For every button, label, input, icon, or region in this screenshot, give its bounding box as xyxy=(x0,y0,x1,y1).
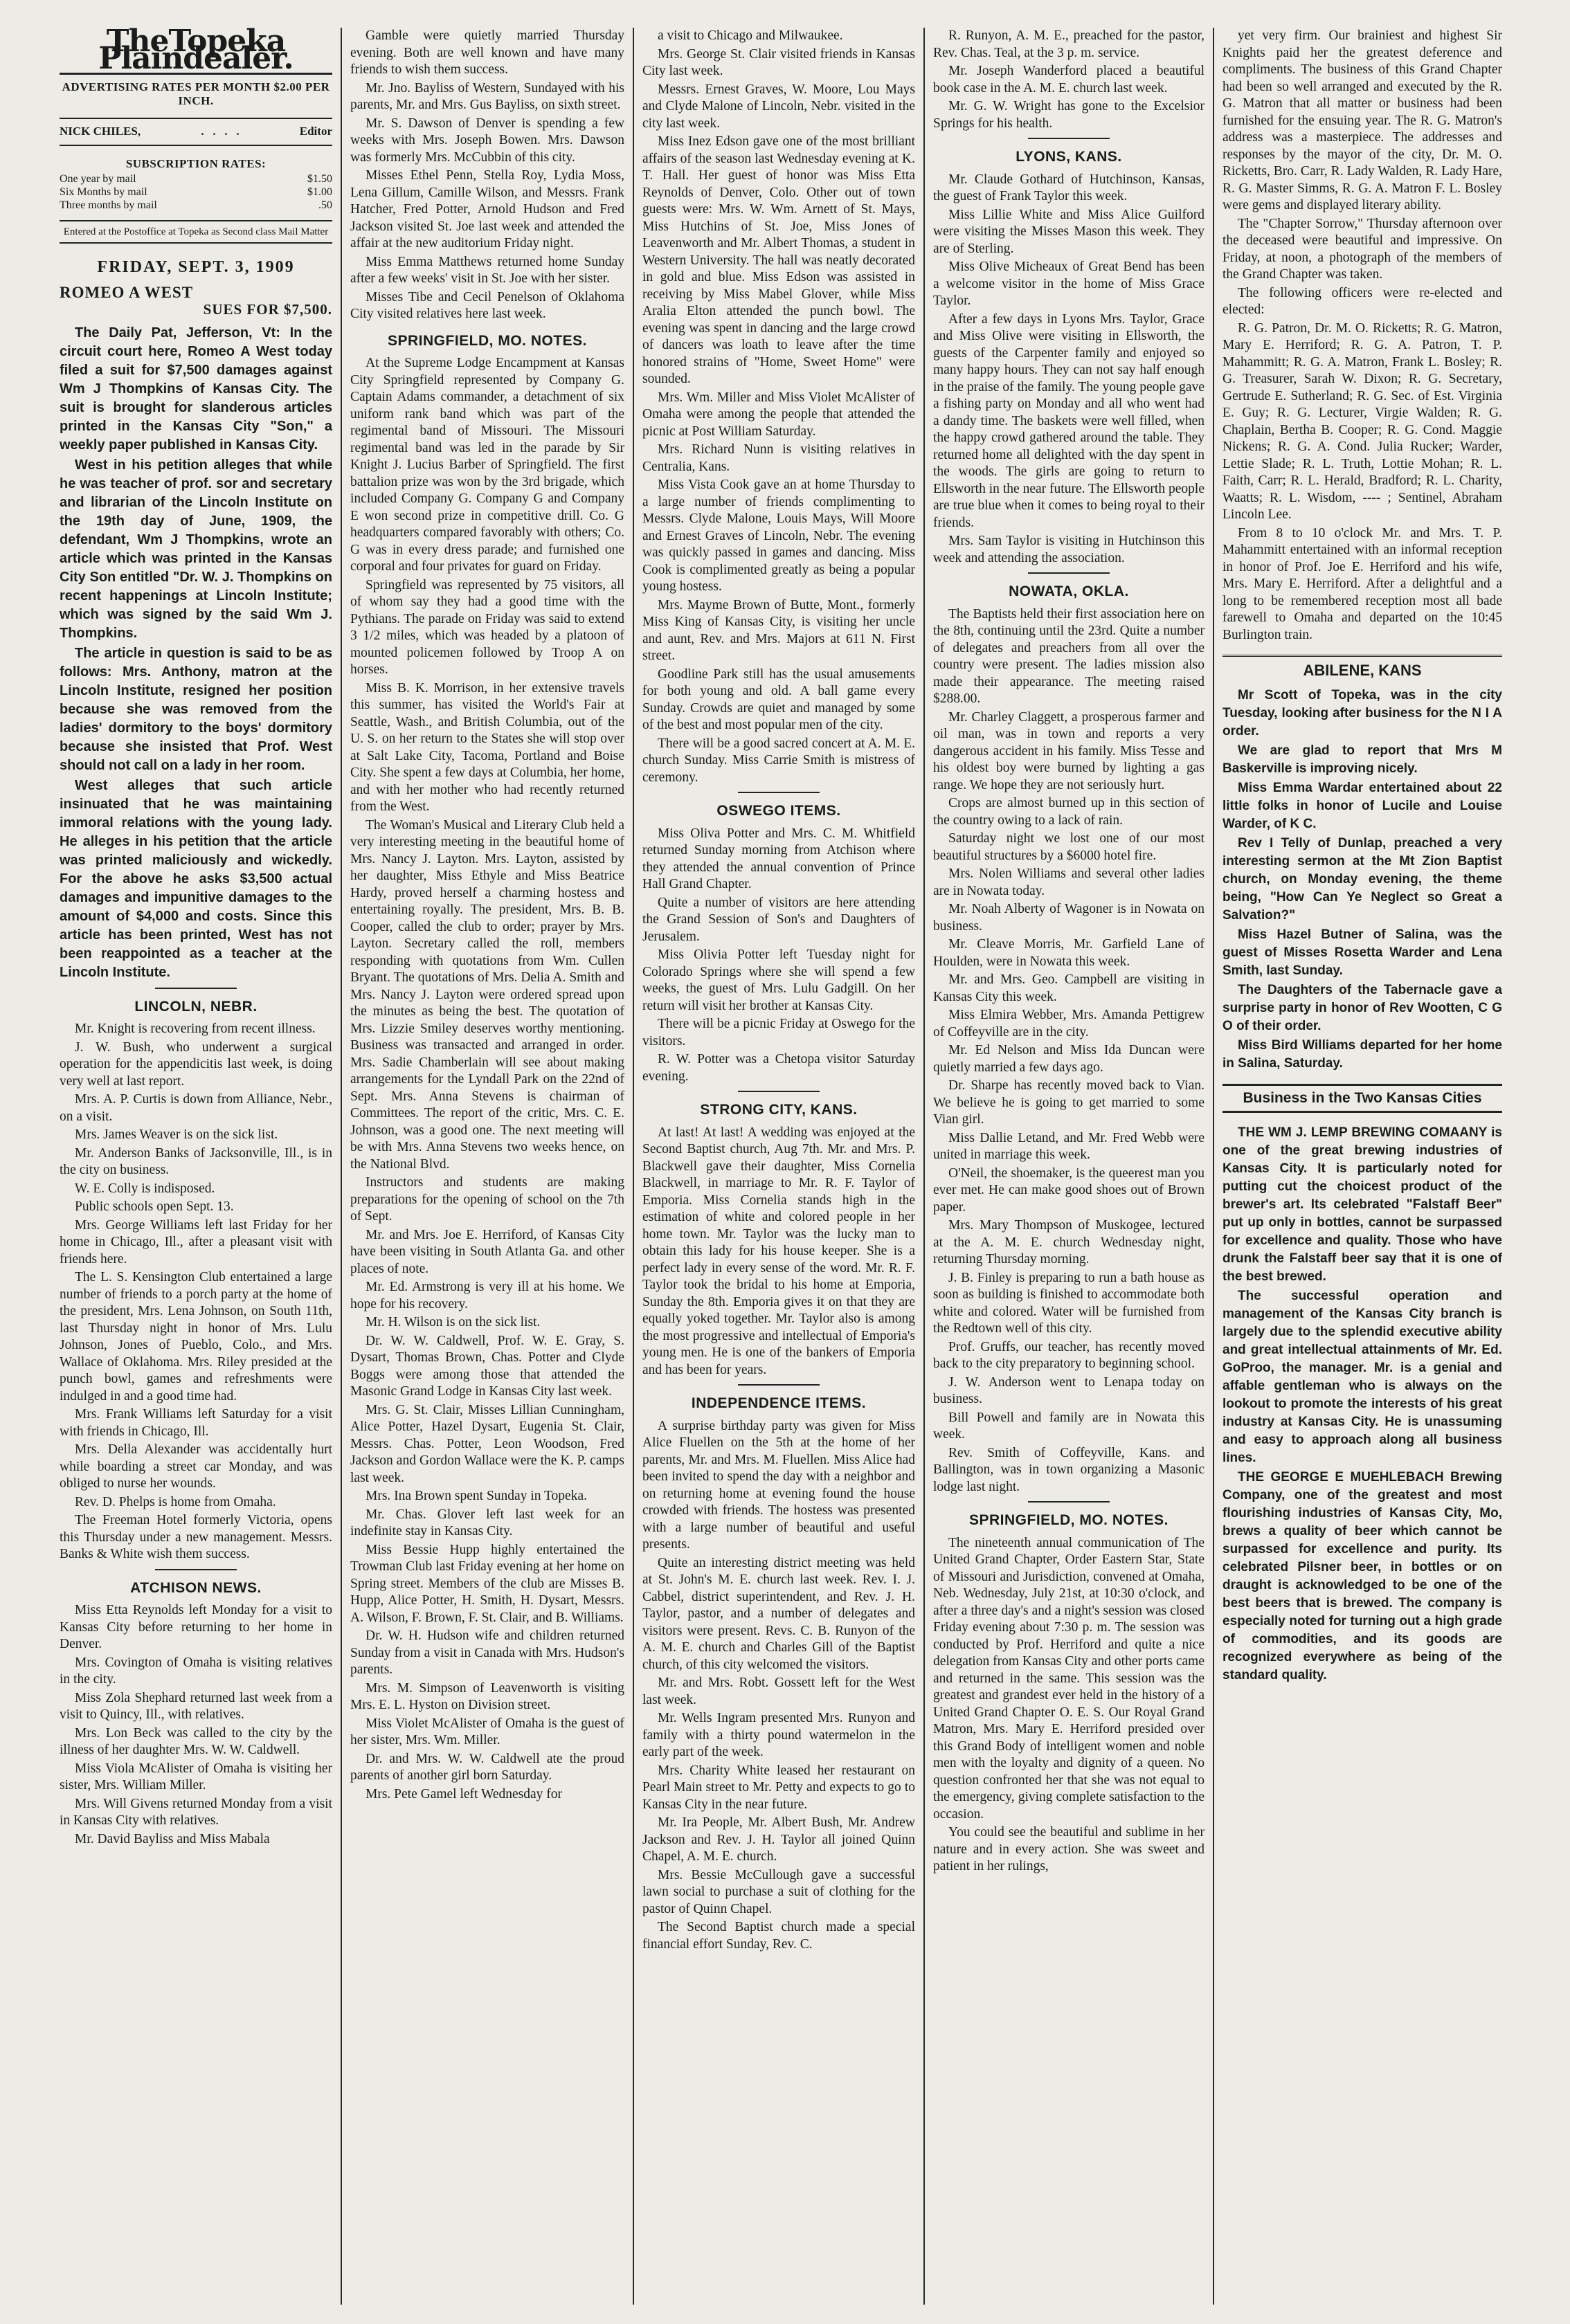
paragraph: Springfield was represented by 75 visitors, all of whom say they had a good time with the Pythians. The parade on Friday was said to extend 3 1/2 miles, which was headed by a platoon of mounted policemen followed by Troop A on horses. xyxy=(350,577,624,677)
paragraph: J. B. Finley is preparing to run a bath house as soon as building is finished to accommodate both white and colored. Water will be furnished from the Redtown well of this city. xyxy=(933,1270,1204,1336)
section-nowata: NOWATA, OKLA. xyxy=(1009,583,1129,599)
paragraph: R. G. Patron, Dr. M. O. Ricketts; R. G. Matron, Mary E. Herriford; R. G. A. Patron, T. P. Mahammitt; R. G. A. Matron, Frank L. Bosley; R. G. Treasurer, Sarah W. Dixon; R. G. Secretary, Gertrude E. Sutherland; R. G. Sec. of Est. Virginia E. Guy; R. G. Lecturer, Virgie Walden; R. G. Chaplain, Bertha B. Cooper; R. G. Cond. Maggie Nickens; R. G. A. Cond. Julia Rucker; Warder, Lettie Slade; R. L. Truth, Lottie Mohan; R. L. Faith, Carr; R. L. Herald, Bradford; R. L. Charity, Waatts; R. L. Wisdom, ---- ; Sentinel, Abraham Lincoln Lee. xyxy=(1222,320,1502,522)
paragraph: Mr. Ed. Armstrong is very ill at his home. We hope for his recovery. xyxy=(350,1280,624,1311)
column-3 xyxy=(633,28,923,2305)
paragraph: Crops are almost burned up in this section of the country owing to a lack of rain. xyxy=(933,796,1204,828)
paragraph: Mrs. A. P. Curtis is down from Alliance, Nebr., on a visit. xyxy=(60,1092,332,1124)
paragraph: The Woman's Musical and Literary Club held a very interesting meeting in the beautiful home of Mrs. Nancy J. Layton. Mrs. Layton, assisted by her daughter, Miss Ethyle and Miss Beatrice Hardy, proved herself a charming hostess and entertaining royally. The president, Mrs. B. B. Cooper, called the club to order; prayer by Mrs. Layton. Secretary called the roll, members responding with quotations from Wm. Cullen Bryant. The quotations of Mrs. Delia A. Smith and Mrs. Nancy J. Layton were ordered spread upon the minutes as being the best. The quotation of Mrs. Lizzie Smiley deserves worthy mentioning. Business was transacted and arranged in order. Mrs. Sadie Chamberlain will see about making arrangements for the Lyndall Park on the 22nd of Sept. Mrs. Anna Stevens is chairman of Committees. The report of the critic, Mrs. C. E. Johnson, was a good one. The next meeting will be with Mrs. Anna Stevens two weeks hence, on the National Blvd. xyxy=(350,817,624,1172)
paragraph: The following officers were re-elected and elected: xyxy=(1222,285,1502,317)
paragraph: The successful operation and management of the Kansas City branch is largely due to the splendid executive ability and great intellectual attainments of Mr. Ed. GoProo, the manager. Mr. is a genial and affable gentleman who is always on the lookout to promote the interests of his great industry at Kansas City. He is unassuming and easy to approach along all business lines. xyxy=(1222,1289,1502,1465)
paragraph: Public schools open Sept. 13. xyxy=(75,1199,234,1214)
article-atchison xyxy=(60,1602,332,1848)
paragraph: Mr. Joseph Wanderford placed a beautiful book case in the A. M. E. church last week. xyxy=(933,64,1204,96)
editor-dots: . . . . xyxy=(201,125,240,138)
paragraph: The article in question is said to be as follows: Mrs. Anthony, matron at the Lincoln Institute, resigned her position because she was removed from the ladies' dormitory to the boys' dormitory because she insisted that Prof. West should not call on a lady in her room. xyxy=(60,645,332,773)
subscription-title: SUBSCRIPTION RATES: xyxy=(125,156,267,170)
rate-label: Six Months by mail xyxy=(60,186,147,198)
paragraph: Miss Emma Matthews returned home Sunday after a few weeks' visit in St. Joe with her sister. xyxy=(350,254,624,286)
paragraph: Mrs. Mayme Brown of Butte, Mont., formerly Miss King of Kansas City, is visiting her uncle and aunt, Rev. and Mrs. Majors at 611 N. First street. xyxy=(642,597,915,663)
paragraph: Miss Dallie Letand, and Mr. Fred Webb were united in marriage this week. xyxy=(933,1130,1204,1162)
paragraph: Mr. Knight is recovering from recent illness. xyxy=(75,1022,316,1036)
article-springfield xyxy=(350,355,624,1803)
editor-role: Editor xyxy=(299,125,332,138)
paragraph: Mrs. James Weaver is on the sick list. xyxy=(75,1127,278,1142)
paragraph: The Freeman Hotel formerly Victoria, opens this Thursday under a new management. Messrs. Banks & White wish them success. xyxy=(60,1513,332,1561)
paragraph: Mrs. M. Simpson of Leavenworth is visiting Mrs. E. L. Hyston on Division street. xyxy=(350,1680,624,1712)
divider xyxy=(1028,572,1110,574)
paragraph: The Baptists held their first association here on the 8th, continuing until the 23rd. Quite a number of delegates and preachers from all over the country were present. The ladies mission also made their appearance. The meeting raised $288.00. xyxy=(933,606,1204,706)
paragraph: Rev I Telly of Dunlap, preached a very interesting sermon at the Mt Zion Baptist church, on Monday evening, the theme being, "How Can Ye Neglect so Great a Salvation?" xyxy=(1222,835,1502,923)
paragraph: After a few days in Lyons Mrs. Taylor, Grace and Miss Olive were visiting in Ellsworth, the guests of the Carpenter family and enjoyed so many happy hours. They can not say half enough in the praise of the family. The young people gave a fishing party on Monday and all who went had a dandy time. The baskets were well filled, when the happy crowd gathered around the table. They returned home all delighted with the day spent in the woods. The girls are going to return to Ellsworth in the near future. The Ellsworth people are true blue when it comes to being royal to their friends. xyxy=(933,311,1204,530)
column-5 xyxy=(1213,28,1510,2305)
paragraph: Miss Olive Micheaux of Great Bend has been a welcome visitor in the home of Miss Grace Taylor. xyxy=(933,260,1204,308)
paragraph: Mrs. Will Givens returned Monday from a visit in Kansas City with relatives. xyxy=(60,1796,332,1828)
article-continued xyxy=(933,28,1204,132)
paragraph: Mr. Chas. Glover left last week for an indefinite stay in Kansas City. xyxy=(350,1507,624,1538)
paragraph: Gamble were quietly married Thursday evening. Both are well known and have many friends to wish them success. xyxy=(350,28,624,77)
paragraph: Mr. G. W. Wright has gone to the Excelsior Springs for his health. xyxy=(933,99,1204,131)
paragraph: Mrs. Mary Thompson of Muskogee, lectured at the A. M. E. church Wednesday night, returning Thursday morning. xyxy=(933,1218,1204,1267)
paragraph: Rev. D. Phelps is home from Omaha. xyxy=(75,1494,276,1509)
paragraph: Prof. Gruffs, our teacher, has recently moved back to the city preparatory to beginning school. xyxy=(933,1339,1204,1371)
paragraph: Miss Bessie Hupp highly entertained the Trowman Club last Friday evening at her home on Spring street. Members of the club are Misses B. Hupp, Alice Potter, H. Smith, H. Dysart, Messrs. A. Wilson, F. Brown, F. St. Clair, and B. Williams. xyxy=(350,1542,624,1625)
paragraph: Dr. and Mrs. W. W. Caldwell ate the proud parents of another girl born Saturday. xyxy=(350,1751,624,1783)
paragraph: THE WM J. LEMP BREWING COMAANY is one of the great brewing industries of Kansas City. It is particularly noted for putting cut the choicest product of the brewer's art. Its celebrated "Falstaff Beer" put up only in bottles, cannot be surpassed for excellence and quality. Those who have drunk the Falstaff beer say that it is one of the best brewed. xyxy=(1222,1125,1502,1284)
divider xyxy=(1028,138,1110,139)
paragraph: Mr. and Mrs. Joe E. Herriford, of Kansas City have been visiting in South Atlanta Ga. and other places of note. xyxy=(350,1227,624,1276)
paragraph: Mrs. Wm. Miller and Miss Violet McAlister of Omaha were among the people that attended the picnic at Post William Saturday. xyxy=(642,390,915,439)
paragraph: West in his petition alleges that while he was teacher of prof. sor and secretary and librarian of the Lincoln Institute on the 19th day of June, 1909, the defendant, Wm J Thompkins, wrote an article which was printed in the Kansas City Son entitled "Dr. W. J. Thompkins on recent happenings at Lincoln Institute; which was signed by the said Wm J. Thompkins. xyxy=(60,457,332,641)
paragraph: You could see the beautiful and sublime in her nature and in every action. She was sweet and patient in her rulings, xyxy=(933,1825,1204,1873)
paragraph: Miss Elmira Webber, Mrs. Amanda Pettigrew of Coffeyville are in the city. xyxy=(933,1008,1204,1040)
paragraph: A surprise birthday party was given for Miss Alice Fluellen on the 5th at the home of her parents, Mr. and Mrs. M. Fluellen. Miss Alice had been invited to spend the day with a neighbor and on returning home at evening found the house crowded with friends. The hostess was presented with a large number of beautiful and useful presents. xyxy=(642,1418,915,1552)
article-continued xyxy=(642,28,915,786)
article-oswego xyxy=(642,826,915,1086)
rate-price: $1.50 xyxy=(307,173,332,185)
paragraph: Mr. Claude Gothard of Hutchinson, Kansas, the guest of Frank Taylor this week. xyxy=(933,172,1204,203)
divider xyxy=(1028,1501,1110,1503)
article-continued xyxy=(1222,28,1502,644)
paragraph: Dr. W. W. Caldwell, Prof. W. E. Gray, S. Dysart, Thomas Brown, Chas. Potter and Clyde Boggs were among those that attended the Masonic Grand Lodge in Kansas City last week. xyxy=(350,1333,624,1399)
entered-notice: Entered at the Postoffice at Topeka as Second class Mail Matter xyxy=(60,220,332,244)
paragraph: Mr. and Mrs. Robt. Gossett left for the West last week. xyxy=(642,1676,915,1707)
paragraph: The L. S. Kensington Club entertained a large number of friends to a porch party at the home of the president, Mrs. Lena Johnson, on South 11th, last Thursday night in honor of Mrs. Lulu Johnson, Jones of Pueblo, Colo., and Mrs. Wallace of Oklahoma. Mrs. Riley presided at the punch bowl, games and refreshments were indulged in and a good time had. xyxy=(60,1270,332,1404)
paragraph: Mrs. Ina Brown spent Sunday in Topeka. xyxy=(366,1489,587,1503)
divider xyxy=(738,792,820,793)
paragraph: a visit to Chicago and Milwaukee. xyxy=(658,28,843,43)
paragraph: Miss Etta Reynolds left Monday for a visit to Kansas City before returning to her home in Denver. xyxy=(60,1603,332,1651)
paragraph: Miss Lillie White and Miss Alice Guilford were visiting the Misses Mason this week. They are of Sterling. xyxy=(933,207,1204,256)
advertising-rates: ADVERTISING RATES PER MONTH $2.00 PER INCH. xyxy=(62,80,330,107)
paragraph: Bill Powell and family are in Nowata this week. xyxy=(933,1410,1204,1442)
article-strong-city xyxy=(642,1125,915,1379)
section-lyons: LYONS, KANS. xyxy=(1016,149,1122,165)
rate-price: $1.00 xyxy=(307,186,332,198)
subscription-rates xyxy=(60,172,332,212)
paragraph: Miss Viola McAlister of Omaha is visiting her sister, Mrs. William Miller. xyxy=(60,1761,332,1792)
divider xyxy=(155,1569,237,1570)
paragraph: Mr. Jno. Bayliss of Western, Sundayed with his parents, Mr. and Mrs. Gus Bayliss, on sixth street. xyxy=(350,80,624,112)
rate-label: Three months by mail xyxy=(60,199,157,211)
paragraph: Dr. W. H. Hudson wife and children returned Sunday from a visit in Canada with Mrs. Hudson's parents. xyxy=(350,1628,624,1677)
paragraph: At last! At last! A wedding was enjoyed at the Second Baptist church, Aug 7th. Mr. and Mrs. P. Blackwell gave their daughter, Miss Cornelia Blackwell, in marriage to Mr. R. F. Taylor of Emporia. Miss Cornelia stands high in the estimation of white and colored people in her home town. Mr. Taylor was the lucky man to obtain this lady for his house keeper. She is a perfect lady in every sense of the word. Mr. R. F. Taylor took the bridal to his home at Emporia, Sunday the 8th. Emporia gives it on that they are equally yoked together. Mr. Taylor also is among the most progressive and intellectual of Emporia's young men. He is one of the bankers of Emporia and has been for years. xyxy=(642,1125,915,1377)
article-nowata xyxy=(933,606,1204,1496)
paragraph: Mr. Noah Alberty of Wagoner is in Nowata on business. xyxy=(933,902,1204,934)
paragraph: Miss Oliva Potter and Mrs. C. M. Whitfield returned Sunday morning from Atchison where they attended the annual convention of Prince Hall Grand Chapter. xyxy=(642,826,915,891)
article-abilene xyxy=(1222,687,1502,1073)
paragraph: Misses Tibe and Cecil Penelson of Oklahoma City visited relatives here last week. xyxy=(350,289,624,321)
paragraph: Miss Inez Edson gave one of the most brilliant affairs of the season last Wednesday evening at K. T. Hall. Her guest of honor was Miss Etta Reynolds of Denver, Colo. Other out of town guests were: Mrs. W. Wm. Arnett of St. Mays, Miss Hutchins of St. Joe, Miss Jones of Leavenworth and Mr. Albert Thomas, a student in Western University. The hall was neatly decorated in gold and blue. Miss Edson was assisted in receiving by Miss Mabel Glover, while Miss Aralia Elton attended the punch bowl. The evening was spent in dancing and the large crowd of dancers was loath to leave after the time honored strains of "Home, Sweet Home" were sounded. xyxy=(642,134,915,386)
paragraph: W. E. Colly is indisposed. xyxy=(75,1181,215,1196)
paragraph: The Daily Pat, Jefferson, Vt: In the circuit court here, Romeo A West today filed a suit for $7,500 damages against Wm J Thompkins of Kansas City. The suit is brought for slanderous articles printed in the Kansas City "Son," a weekly paper published in Kansas City. xyxy=(60,325,332,453)
subheadline-sues: SUES FOR $7,500. xyxy=(203,301,332,318)
paragraph: yet very firm. Our brainiest and highest Sir Knights paid her the greatest deference and compliments. The business of this Grand Chapter had been so well arranged and executed by the R. G. Matron that all matter or business had been furnished for the ensuing year. The R. G. Matron's address was a masterpiece. The addresses and responses by the mayor of the city, Dr. M. O. Ricketts, Bro. Carr, R. Lady Walden, R. Lady Hare, R. G. Master Simms, R. G. A. Matron F. L. Bosley were gems and displayed literary ability. xyxy=(1222,28,1502,212)
paragraph: Goodline Park still has the usual amusements for both young and old. A ball game every Sunday. Crowds are quiet and managed by some of the best and most popular men of the city. xyxy=(642,666,915,732)
paragraph: Mrs. Charity White leased her restaurant on Pearl Main street to Mr. Petty and expects to go to Kansas City in the near future. xyxy=(642,1763,915,1812)
divider xyxy=(155,988,237,989)
paragraph: Mr. Charley Claggett, a prosperous farmer and oil man, was in town and reports a very dangerous accident in his family. Miss Tesse and his oldest boy were burned by lighting a gas range. We hope they are not seriously hurt. xyxy=(933,709,1204,792)
paragraph: Mrs. Bessie McCullough gave a successful lawn social to purchase a suit of clothing for the pastor of Quinn Chapel. xyxy=(642,1867,915,1916)
column-1 xyxy=(51,28,341,2305)
paragraph: Mrs. Della Alexander was accidentally hurt while boarding a street car Monday, and was obliged to nurse her wounds. xyxy=(60,1442,332,1491)
paragraph: J. W. Anderson went to Lenapa today on business. xyxy=(933,1374,1204,1406)
paragraph: R. W. Potter was a Chetopa visitor Saturday evening. xyxy=(642,1052,915,1084)
paragraph: The "Chapter Sorrow," Thursday afternoon over the deceased were beautiful and impressive. On Friday, at noon, a photograph of the members of the Grand Chapter was taken. xyxy=(1222,216,1502,282)
section-independence: INDEPENDENCE ITEMS. xyxy=(691,1395,867,1411)
section-springfield-2: SPRINGFIELD, MO. NOTES. xyxy=(968,1512,1169,1528)
paragraph: THE GEORGE E MUEHLEBACH Brewing Company, one of the greatest and most flourishing industries of Kansas City, Mo, brews a quality of beer which cannot be surpassed for excellence and purity. Its celebrated Pilsner beer, in bottles or on draught is acknowledged to be one of the best beers that is brewed. The company is especially noted for turning out a high grade of commodities, and its goods are recognized everywhere as being of the standard quality. xyxy=(1222,1470,1502,1682)
paragraph: Mrs. Lon Beck was called to the city by the illness of her daughter Mrs. W. W. Caldwell. xyxy=(60,1725,332,1757)
paragraph: Mrs. George St. Clair visited friends in Kansas City last week. xyxy=(642,46,915,78)
paragraph: At the Supreme Lodge Encampment at Kansas City Springfield represented by Company G. Captain Adams commander, a detachment of six uniform rank band which was part of the regimental band of Missouri. The Missouri regimental band was led in the parade by Sir Knight J. Lucius Barber of Springfield. The first battalion prize was won by the 3rd brigade, which included Company G. Company G and Company E won second prize in competitive drill. Co. G headquarters compared favorably with others; Co. G was in every dress parade; and furnished one corporal and four privates for guard on Friday. xyxy=(350,356,624,574)
section-oswego: OSWEGO ITEMS. xyxy=(716,803,841,819)
paragraph: Mrs. George Williams left last Friday for her home in Chicago, Ill., after a pleasant visit with friends here. xyxy=(60,1217,332,1267)
paragraph: West alleges that such article insinuated that he was maintaining immoral relations with the young lady. He alleges in his petition that the article was printed maliciously and wickedly. For the above he asks $3,500 actual damages and impunitive damages to the amount of $4,000 and costs. Since this article has been printed, West has not been reappointed as a teacher at the Lincoln Institute. xyxy=(60,777,332,980)
subscription-rate-row xyxy=(60,199,332,212)
paragraph: Miss Emma Wardar entertained about 22 little folks in honor of Lucile and Louise Warder, of K C. xyxy=(1222,780,1502,831)
paragraph: Instructors and students are making preparations for the opening of school on the 7th of Sept. xyxy=(350,1175,624,1224)
section-lincoln: LINCOLN, NEBR. xyxy=(134,998,258,1015)
article-romeo-west xyxy=(60,324,332,982)
column-4 xyxy=(923,28,1213,2305)
paragraph: Mrs. Pete Gamel left Wednesday for xyxy=(366,1786,562,1801)
masthead-title: TheTopeka Plaindealer. xyxy=(60,33,332,75)
section-springfield: SPRINGFIELD, MO. NOTES. xyxy=(387,332,588,349)
paragraph: Quite an interesting district meeting was held at St. John's M. E. church last week. Rev. I. J. Cabbel, district superintendent, and Rev. J. H. Taylor, pastor, and a number of delegates and visitors were present. Revs. C. B. Runyon of the A. M. E. church and Charles Gill of the Baptist church, of this city welcomed the visitors. xyxy=(642,1555,915,1672)
paragraph: From 8 to 10 o'clock Mr. and Mrs. T. P. Mahammitt entertained with an informal reception in honor of Prof. Joe E. Herriford and his wife, Mrs. Mary E. Herriford. After a delightful and a long to be remembered reception most all bade farewell to Omaha and departed on the 10:45 Burlington train. xyxy=(1222,525,1502,642)
paragraph: Quite a number of visitors are here attending the Grand Session of Son's and Daughters of Jerusalem. xyxy=(642,895,915,944)
paragraph: There will be a picnic Friday at Oswego for the visitors. xyxy=(642,1017,915,1048)
paragraph: There will be a good sacred concert at A. M. E. church Sunday. Miss Carrie Smith is mistress of ceremony. xyxy=(642,736,915,785)
paragraph: Miss Olivia Potter left Tuesday night for Colorado Springs where she will spend a few weeks, the guest of Mrs. Lulu Gadgill. On her return will visit her brother at Kansas City. xyxy=(642,947,915,1013)
paragraph: Mrs. Frank Williams left Saturday for a visit with friends in Chicago, Ill. xyxy=(60,1407,332,1439)
section-atchison: ATCHISON NEWS. xyxy=(130,1579,262,1596)
paragraph: O'Neil, the shoemaker, is the queerest man you ever met. He can make good shoes out of Brown paper. xyxy=(933,1165,1204,1215)
headline-romeo-west: ROMEO A WEST xyxy=(60,283,194,301)
paragraph: Mrs. Richard Nunn is visiting relatives in Centralia, Kans. xyxy=(642,442,915,474)
paragraph: Mr. Ira People, Mr. Albert Bush, Mr. Andrew Jackson and Rev. J. H. Taylor all joined Quinn Chapel, A. M. E. church. xyxy=(642,1815,915,1864)
paragraph: Miss Vista Cook gave an at home Thursday to a large number of friends complimenting to Messrs. Clyde Malone, Louis Mays, Will Moore and Ernest Graves of Lincoln, Nebr. The evening was quickly passed in games and dancing. Miss Cook is complimented greatly as being a popular young hostess. xyxy=(642,478,915,594)
section-business: Business in the Two Kansas Cities xyxy=(1222,1084,1502,1114)
article-lyons xyxy=(933,172,1204,568)
paragraph: Miss B. K. Morrison, in her extensive travels this summer, has visited the World's Fair at Seattle, Wash., and British Columbia, out of the U. S. on her return to the States she will stop over at Salt Lake City, Tacoma, Portland and Boise City. She spent a few days at Columbia, her home, and with her mother who had recently returned from the West. xyxy=(350,680,624,814)
rate-price: .50 xyxy=(318,199,332,211)
editor-name: NICK CHILES, xyxy=(60,125,141,138)
torn-top-edge xyxy=(0,0,1570,12)
rate-label: One year by mail xyxy=(60,173,136,185)
section-strong-city: STRONG CITY, KANS. xyxy=(700,1102,858,1118)
article-springfield-2 xyxy=(933,1535,1204,1876)
paragraph: Miss Violet McAlister of Omaha is the guest of her sister, Mrs. Wm. Miller. xyxy=(350,1716,624,1747)
divider xyxy=(738,1384,820,1386)
paragraph: Misses Ethel Penn, Stella Roy, Lydia Moss, Lena Gillum, Camille Wilson, and Messrs. Frank Hatcher, Fred Potter, Arnold Hudson and Fred Jackson visited St. Joe last week and attended the affair at the new auditorium Friday night. xyxy=(350,168,624,251)
paragraph: Dr. Sharpe has recently moved back to Vian. We believe he is going to get married to some Vian girl. xyxy=(933,1078,1204,1127)
paragraph: Mrs. Nolen Williams and several other ladies are in Nowata today. xyxy=(933,866,1204,898)
paragraph: The Second Baptist church made a special financial effort Sunday, Rev. C. xyxy=(642,1920,915,1952)
paragraph: Mr Scott of Topeka, was in the city Tuesday, looking after business for the N I A order. xyxy=(1222,687,1502,738)
paragraph: Miss Bird Williams departed for her home in Salina, Saturday. xyxy=(1222,1037,1502,1071)
paragraph: Rev. Smith of Coffeyville, Kans. and Ballington, was in town organizing a Masonic lodge last night. xyxy=(933,1445,1204,1494)
paragraph: Mr. and Mrs. Geo. Campbell are visiting in Kansas City this week. xyxy=(933,972,1204,1004)
paragraph: Mr. David Bayliss and Miss Mabala xyxy=(75,1831,270,1846)
section-abilene: ABILENE, KANS xyxy=(1222,655,1502,680)
column-2 xyxy=(341,28,633,2305)
paragraph: Mrs. G. St. Clair, Misses Lillian Cunningham, Alice Potter, Hazel Dysart, Eugenia St. Clair, Messrs. Chas. Potter, Leon Woodson, Fred Jackson and Gordon Wallace were the K. P. camps last week. xyxy=(350,1402,624,1485)
paragraph: Mr. S. Dawson of Denver is spending a few weeks with Mrs. Joseph Bowen. Mrs. Dawson was formerly Mrs. McCubbin of this city. xyxy=(350,116,624,165)
editor-line xyxy=(60,118,332,146)
paragraph: Saturday night we lost one of our most beautiful structures by a $6000 hotel fire. xyxy=(933,831,1204,863)
paragraph: Miss Zola Shephard returned last week from a visit to Quincy, Ill., with relatives. xyxy=(60,1690,332,1722)
article-independence xyxy=(642,1418,915,1954)
paragraph: Mr. H. Wilson is on the sick list. xyxy=(366,1315,541,1329)
paragraph: R. Runyon, A. M. E., preached for the pastor, Rev. Chas. Teal, at the 3 p. m. service. xyxy=(933,28,1204,60)
paragraph: Mr. Cleave Morris, Mr. Garfield Lane of Houlden, were in Nowata this week. xyxy=(933,937,1204,969)
paragraph: Mrs. Sam Taylor is visiting in Hutchinson this week and attending the association. xyxy=(933,534,1204,565)
paragraph: Mr. Anderson Banks of Jacksonville, Ill., is in the city on business. xyxy=(60,1145,332,1177)
paragraph: Mrs. Covington of Omaha is visiting relatives in the city. xyxy=(60,1655,332,1687)
paragraph: The nineteenth annual communication of The United Grand Chapter, Order Eastern Star, State of Missouri and Jurisdiction, convened at Omaha, Neb. Wednesday, July 21st, at 10:30 o'clock, and after a three day's and a night's session was closed Friday evening about 7:30 p. m. The session was conducted by Prof. Herriford and quite a nice delegation from Kansas City and other ports came and returned in the same. This session was the greatest and grandest ever held in the history of a United Grand Chapter O. E. S. Our Royal Grand Matron, Mrs. Mary E. Herriford presided over this Grand Body of intelligent women and noble men with the loyalty and dignity of a queen. No question confronted her that she was not equal to the emergency, giving complete satisfaction to the occasion. xyxy=(933,1535,1204,1822)
subscription-rate-row xyxy=(60,185,332,199)
paragraph: We are glad to report that Mrs M Baskerville is improving nicely. xyxy=(1222,743,1502,776)
paragraph: Miss Hazel Butner of Salina, was the guest of Misses Rosetta Warder and Lena Smith, last Sunday. xyxy=(1222,927,1502,978)
article-lincoln xyxy=(60,1021,332,1563)
paragraph: Messrs. Ernest Graves, W. Moore, Lou Mays and Clyde Malone of Lincoln, Nebr. visited in the city last week. xyxy=(642,82,915,131)
paragraph: The Daughters of the Tabernacle gave a surprise party in honor of Rev Wootten, C G O of their order. xyxy=(1222,982,1502,1033)
article-continued xyxy=(350,28,624,323)
paragraph: Mr. Ed Nelson and Miss Ida Duncan were quietly married a few days ago. xyxy=(933,1043,1204,1075)
article-business xyxy=(1222,1124,1502,1685)
issue-date: FRIDAY, SEPT. 3, 1909 xyxy=(97,258,295,276)
divider xyxy=(738,1091,820,1092)
paragraph: Mr. Wells Ingram presented Mrs. Runyon and family with a thirty pound watermelon in the early part of the week. xyxy=(642,1711,915,1759)
paragraph: J. W. Bush, who underwent a surgical operation for the appendicitis last week, is doing very well at last report. xyxy=(60,1040,332,1089)
subscription-rate-row xyxy=(60,172,332,185)
